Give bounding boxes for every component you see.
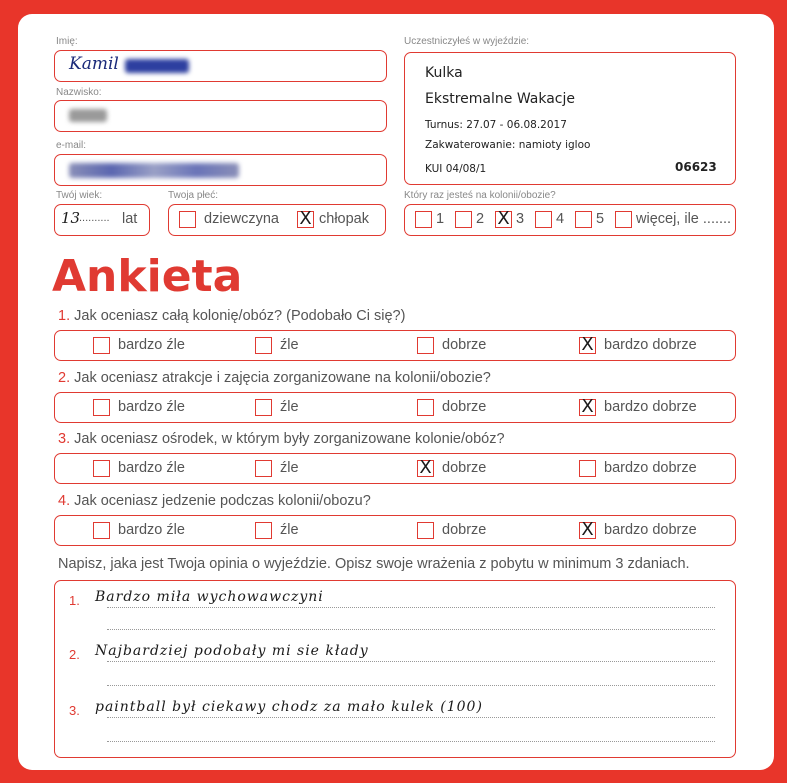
surname-field[interactable] — [54, 100, 387, 132]
times-option-2: 2 — [476, 211, 485, 227]
rating-checkbox-2[interactable] — [255, 337, 272, 354]
opinion-text-3: paintball był ciekawy chodz za mało kulek (100) — [95, 699, 483, 715]
rating-option-label: bardzo źle — [118, 398, 185, 415]
times-checkbox-1[interactable] — [415, 211, 432, 228]
age-field[interactable] — [54, 204, 150, 236]
rating-checkbox-3[interactable] — [417, 399, 434, 416]
times-checkbox-2[interactable] — [455, 211, 472, 228]
email-label: e-mail: — [56, 140, 87, 151]
gender-field — [168, 204, 386, 236]
times-option-4: 4 — [556, 211, 565, 227]
times-field — [404, 204, 736, 236]
rating-checkbox-2[interactable] — [255, 522, 272, 539]
times-checkbox-more[interactable] — [615, 211, 632, 228]
question-number: 1. — [58, 308, 71, 324]
gender-female-checkbox[interactable] — [179, 211, 196, 228]
question-1-options — [54, 330, 736, 361]
times-option-5: 5 — [596, 211, 605, 227]
redacted-surname — [69, 109, 107, 122]
rating-checkbox-4[interactable] — [579, 518, 596, 540]
gender-male-label: chłopak — [319, 211, 369, 227]
rating-option-label: bardzo źle — [118, 521, 185, 538]
times-checkbox-4[interactable] — [535, 211, 552, 228]
trip-info-box — [404, 52, 736, 185]
gender-label: Twoja płeć: — [168, 190, 219, 201]
opinion-line-1-rule — [107, 607, 715, 608]
rating-checkbox-1[interactable] — [93, 460, 110, 477]
question-label: Jak oceniasz całą kolonię/obóz? (Podobało Ci się?) — [74, 308, 406, 324]
trip-number: 06623 — [675, 160, 717, 174]
rating-option-label: bardzo dobrze — [604, 521, 697, 538]
opinion-box[interactable] — [54, 580, 736, 758]
checkmark-x-icon: X — [497, 208, 510, 229]
checkmark-x-icon: X — [581, 395, 594, 417]
question-3-text — [58, 431, 505, 447]
opinion-num-3: 3. — [69, 703, 80, 718]
opinion-num-1: 1. — [69, 593, 80, 608]
email-field[interactable] — [54, 154, 387, 186]
rating-option-label: dobrze — [442, 337, 487, 353]
rating-option-label: dobrze — [442, 460, 487, 476]
question-number: 4. — [58, 492, 71, 509]
question-label: Jak oceniasz jedzenie podczas kolonii/obozu? — [74, 492, 371, 509]
opinion-line-3b-rule — [107, 741, 715, 742]
question-1-text — [58, 308, 405, 324]
rating-option-label: bardzo dobrze — [604, 337, 697, 353]
rating-option-label: źle — [280, 398, 299, 415]
times-option-1: 1 — [436, 211, 445, 227]
rating-option-label: źle — [280, 521, 299, 538]
redacted-surname-scribble — [125, 59, 189, 73]
question-4-options — [54, 515, 736, 546]
trip-label: Uczestniczyłeś w wyjeździe: — [404, 36, 530, 47]
surname-label: Nazwisko: — [56, 87, 102, 98]
times-checkbox-5[interactable] — [575, 211, 592, 228]
trip-company: Kulka — [425, 65, 463, 81]
rating-checkbox-4[interactable] — [579, 460, 596, 477]
question-label: Jak oceniasz atrakcje i zajęcia zorganizowane na kolonii/obozie? — [74, 369, 491, 386]
rating-checkbox-1[interactable] — [93, 399, 110, 416]
times-label: Który raz jesteś na kolonii/obozie? — [404, 190, 556, 201]
age-value: 13 — [61, 209, 81, 227]
times-option-3: 3 — [516, 211, 525, 227]
survey-sheet — [18, 14, 774, 770]
opinion-line-1b-rule — [107, 629, 715, 630]
question-4-text — [58, 493, 371, 509]
rating-checkbox-2[interactable] — [255, 460, 272, 477]
trip-turnus: Turnus: 27.07 - 06.08.2017 — [425, 119, 567, 131]
name-field[interactable] — [54, 50, 387, 82]
question-label: Jak oceniasz ośrodek, w którym były zorganizowane kolonie/obóz? — [74, 431, 505, 447]
question-3-options — [54, 453, 736, 484]
rating-checkbox-2[interactable] — [255, 399, 272, 416]
checkmark-x-icon: X — [299, 208, 312, 229]
age-unit: lat — [122, 211, 138, 227]
question-number: 2. — [58, 369, 71, 386]
rating-checkbox-1[interactable] — [93, 522, 110, 539]
name-label: Imię: — [56, 36, 78, 47]
trip-program: Ekstremalne Wakacje — [425, 91, 576, 107]
opinion-num-2: 2. — [69, 647, 80, 662]
gender-female-label: dziewczyna — [204, 211, 279, 227]
rating-option-label: bardzo źle — [118, 337, 185, 353]
opinion-prompt: Napisz, jaka jest Twoja opinia o wyjeździe. Opisz swoje wrażenia z pobytu w minimum 3 zdaniach. — [58, 556, 690, 572]
rating-option-label: bardzo źle — [118, 460, 185, 476]
page-title: Ankieta — [52, 251, 243, 302]
opinion-text-1: Bardzo miła wychowawczyni — [95, 589, 324, 605]
checkmark-x-icon: X — [419, 457, 432, 478]
rating-option-label: bardzo dobrze — [604, 460, 697, 476]
rating-checkbox-3[interactable] — [417, 337, 434, 354]
rating-option-label: bardzo dobrze — [604, 398, 697, 415]
opinion-line-3-rule — [107, 717, 715, 718]
opinion-text-2: Najbardziej podobały mi sie kłady — [95, 643, 369, 659]
rating-checkbox-4[interactable] — [579, 395, 596, 417]
trip-accommodation: Zakwaterowanie: namioty igloo — [425, 139, 591, 151]
rating-checkbox-4[interactable] — [579, 334, 596, 355]
opinion-line-2b-rule — [107, 685, 715, 686]
age-dots: .......... — [79, 212, 110, 224]
rating-option-label: dobrze — [442, 521, 487, 538]
checkmark-x-icon: X — [581, 334, 594, 355]
rating-checkbox-1[interactable] — [93, 337, 110, 354]
age-label: Twój wiek: — [56, 190, 103, 201]
times-checkbox-3[interactable] — [495, 208, 512, 229]
gender-male-checkbox[interactable] — [297, 208, 314, 229]
question-2-text — [58, 370, 491, 386]
name-value: Kamil — [69, 54, 119, 74]
rating-checkbox-3[interactable] — [417, 522, 434, 539]
rating-option-label: źle — [280, 337, 299, 353]
rating-option-label: źle — [280, 460, 299, 476]
rating-checkbox-3[interactable] — [417, 457, 434, 478]
question-2-options — [54, 392, 736, 423]
question-number: 3. — [58, 431, 71, 447]
checkmark-x-icon: X — [581, 518, 594, 540]
rating-option-label: dobrze — [442, 398, 487, 415]
redacted-email — [69, 163, 239, 178]
opinion-line-2-rule — [107, 661, 715, 662]
times-option-more: więcej, ile ....... — [636, 211, 732, 227]
trip-code: KUI 04/08/1 — [425, 163, 487, 175]
